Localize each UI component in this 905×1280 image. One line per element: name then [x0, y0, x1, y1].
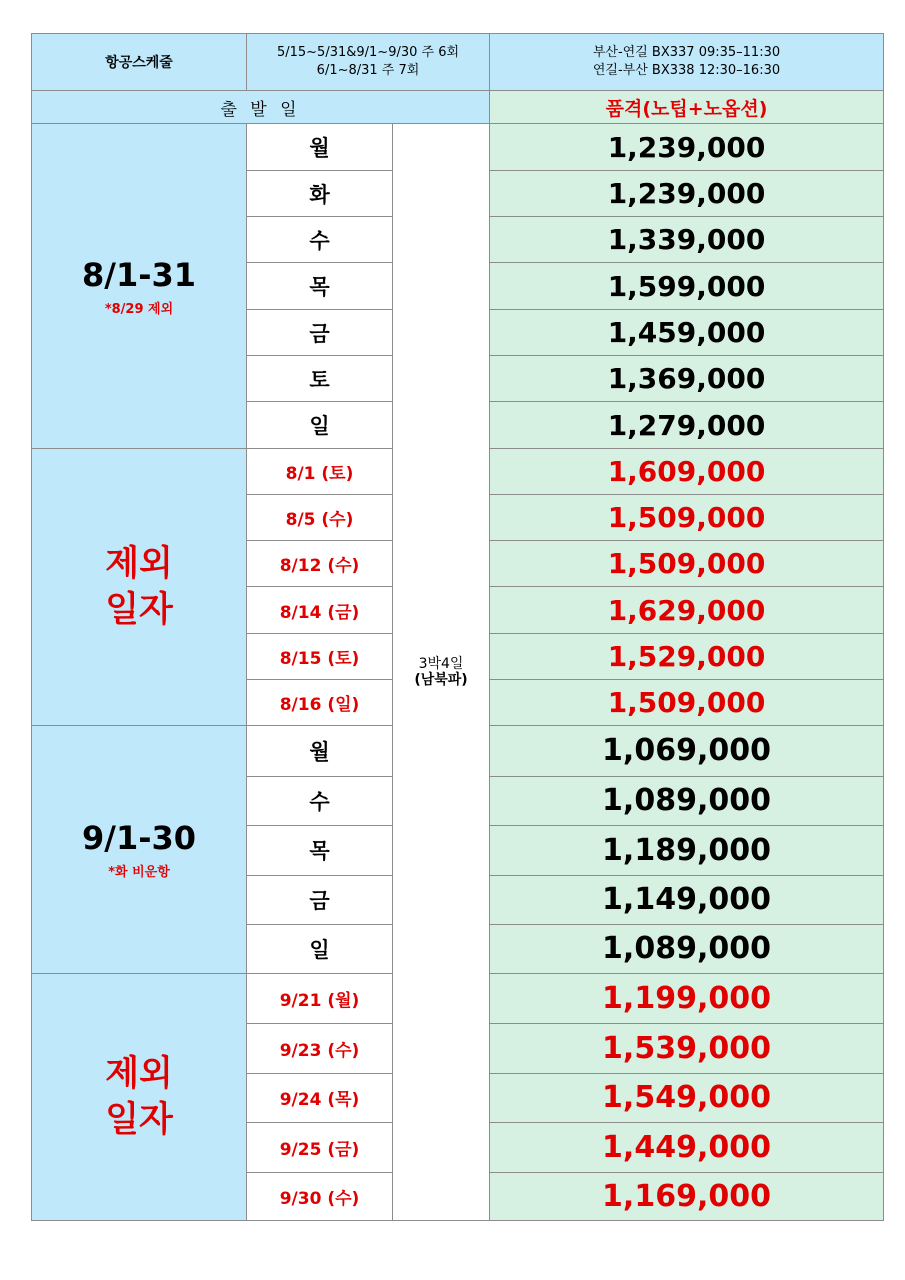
duration-cell	[393, 124, 490, 1221]
price-cell: 1,509,000	[490, 680, 884, 726]
outbound-flight: 부산-연길 BX337 09:35–11:30	[592, 45, 781, 61]
price-header: 품격(노팁+노옵션)	[490, 91, 884, 124]
price-cell: 1,279,000	[490, 402, 884, 449]
date-cell: 9/24 (목)	[247, 1073, 393, 1122]
date-cell: 8/14 (금)	[247, 587, 393, 634]
period-title: 8/1-31	[81, 255, 197, 294]
date-cell: 8/12 (수)	[247, 541, 393, 587]
price-cell: 1,459,000	[490, 310, 884, 356]
period-title: 9/1-30	[81, 819, 197, 858]
price-cell: 1,149,000	[490, 875, 884, 924]
price-cell: 1,539,000	[490, 1023, 884, 1073]
price-cell: 1,089,000	[490, 776, 884, 825]
date-cell: 9/25 (금)	[247, 1122, 393, 1172]
date-cell: 8/16 (일)	[247, 680, 393, 726]
excluded-dates-september	[32, 973, 247, 1220]
weekday-cell: 일	[247, 924, 393, 973]
price-cell: 1,509,000	[490, 541, 884, 587]
excluded-title-line-1: 제외	[105, 544, 173, 585]
price-cell: 1,609,000	[490, 449, 884, 495]
weekday-cell: 수	[247, 776, 393, 825]
frequency-line-2: 6/1~8/31 주 7회	[316, 63, 420, 79]
excluded-dates-august	[32, 449, 247, 726]
date-cell: 9/23 (수)	[247, 1023, 393, 1073]
weekday-cell: 월	[247, 124, 393, 171]
price-cell: 1,239,000	[490, 124, 884, 171]
price-cell: 1,069,000	[490, 726, 884, 776]
weekday-cell: 목	[247, 263, 393, 310]
price-cell: 1,189,000	[490, 825, 884, 875]
weekday-cell: 금	[247, 310, 393, 356]
weekday-cell: 토	[247, 356, 393, 402]
price-cell: 1,089,000	[490, 924, 884, 973]
price-cell: 1,629,000	[490, 587, 884, 634]
return-flight: 연길-부산 BX338 12:30–16:30	[592, 63, 781, 79]
departure-date-header: 출 발 일	[32, 91, 490, 124]
price-cell: 1,369,000	[490, 356, 884, 402]
period-note: *화 비운항	[108, 865, 170, 881]
duration-tour: (남북파)	[414, 672, 468, 689]
date-cell: 8/5 (수)	[247, 495, 393, 541]
price-cell: 1,509,000	[490, 495, 884, 541]
weekday-cell: 금	[247, 875, 393, 924]
date-cell: 8/15 (토)	[247, 634, 393, 680]
price-cell: 1,199,000	[490, 973, 884, 1023]
frequency-line-1: 5/15~5/31&9/1~9/30 주 6회	[276, 45, 460, 61]
period-note: *8/29 제외	[104, 301, 174, 317]
price-schedule-table	[31, 33, 884, 1221]
date-cell: 9/21 (월)	[247, 973, 393, 1023]
period-august	[32, 124, 247, 449]
duration-days: 3박4일	[418, 656, 464, 673]
flight-times	[490, 34, 884, 91]
excluded-title-line-2: 일자	[105, 590, 173, 631]
flight-schedule-label: 항공스케줄	[32, 34, 247, 91]
weekday-cell: 화	[247, 171, 393, 217]
excluded-title-line-1: 제외	[105, 1053, 173, 1094]
date-cell: 9/30 (수)	[247, 1172, 393, 1220]
weekday-cell: 수	[247, 217, 393, 263]
price-cell: 1,599,000	[490, 263, 884, 310]
price-cell: 1,549,000	[490, 1073, 884, 1122]
price-cell: 1,339,000	[490, 217, 884, 263]
excluded-title-line-2: 일자	[105, 1099, 173, 1140]
weekday-cell: 목	[247, 825, 393, 875]
period-september	[32, 726, 247, 973]
date-cell: 8/1 (토)	[247, 449, 393, 495]
weekday-cell: 월	[247, 726, 393, 776]
price-cell: 1,449,000	[490, 1122, 884, 1172]
price-cell: 1,239,000	[490, 171, 884, 217]
price-cell: 1,529,000	[490, 634, 884, 680]
weekday-cell: 일	[247, 402, 393, 449]
flight-frequency	[247, 34, 490, 91]
price-cell: 1,169,000	[490, 1172, 884, 1220]
